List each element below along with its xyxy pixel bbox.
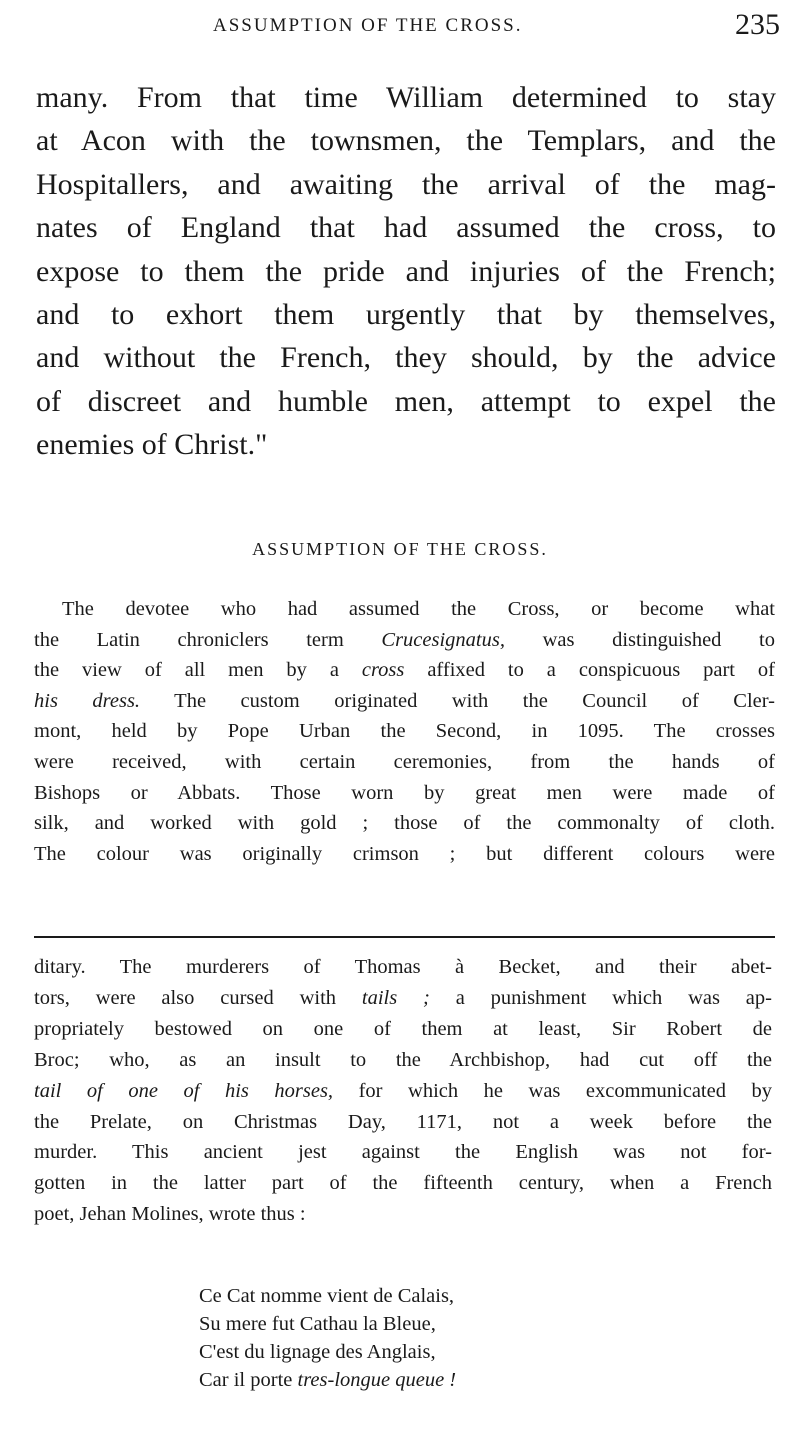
text-line: ditary. The murderers of Thomas à Becket, and their abet- (34, 956, 772, 978)
italic-term: tail of one of his horses, (34, 1079, 334, 1102)
verse-line: Ce Cat nomme vient de Calais, (199, 1285, 455, 1307)
text-line: gotten in the latter part of the fifteenth century, when a French (34, 1172, 772, 1195)
text-line: at Acon with the townsmen, the Templars, and the (36, 124, 776, 158)
text-line: and without the French, they should, by the advice (36, 341, 776, 375)
text-line: many. From that time William determined to stay (36, 81, 776, 114)
page-number: 235 (735, 8, 780, 41)
text-run: tors, were also cursed with (34, 986, 362, 1009)
text-line: the Prelate, on Christmas Day, 1171, not a week before the (34, 1110, 772, 1133)
verse-quotation (199, 1282, 619, 1394)
footnote-paragraph (34, 952, 772, 1230)
text-line: expose to them the pride and injuries of the French; (36, 254, 776, 288)
text-line (34, 625, 775, 656)
text-run: a punishment which was ap- (429, 986, 772, 1009)
text-line (34, 1076, 772, 1107)
italic-term: tres-longue queue ! (297, 1369, 457, 1391)
text-line: enemies of Christ." (36, 428, 268, 462)
text-line: of discreet and humble men, attempt to expel the (36, 384, 776, 418)
text-run: the Latin chroniclers term (34, 628, 382, 651)
running-header (0, 6, 800, 42)
text-line: murder. This ancient jest against the English was not for- (34, 1141, 772, 1164)
text-line (34, 983, 772, 1014)
continuation-paragraph (36, 76, 776, 467)
text-line: nates of England that had assumed the cross, to (36, 211, 776, 245)
text-line: Bishops or Abbats. Those worn by great men were made of (34, 781, 775, 804)
italic-term: tails ; (361, 986, 430, 1009)
text-line: propriately bestowed on one of them at least, Sir Robert de (34, 1017, 772, 1040)
text-line (34, 655, 775, 686)
text-run: affixed to a conspicuous part of (404, 659, 775, 682)
text-line: were received, with certain ceremonies, from the hands of (34, 750, 775, 773)
text-line: silk, and worked with gold ; those of the commonalty of cloth. (34, 812, 775, 835)
verse-line (199, 1366, 619, 1394)
text-run: The custom originated with the Council of Cler- (140, 689, 775, 712)
text-line: Broc; who, as an insult to the Archbishop, had cut off the (34, 1048, 772, 1071)
text-line: The colour was originally crimson ; but different colours were (34, 842, 775, 865)
running-title: ASSUMPTION OF THE CROSS. (213, 15, 523, 36)
section-paragraph (34, 594, 775, 869)
verse-line: C'est du lignage des Anglais, (199, 1341, 436, 1363)
italic-term: Crucesignatus, (381, 628, 505, 651)
text-run: for which he was excommunicated by (333, 1079, 772, 1102)
text-run: was distinguished to (504, 628, 775, 651)
italic-term: cross (361, 659, 405, 682)
section-heading: ASSUMPTION OF THE CROSS. (252, 539, 548, 559)
text-line: poet, Jehan Molines, wrote thus : (34, 1203, 306, 1226)
text-line: The devotee who had assumed the Cross, or become what (62, 598, 775, 620)
text-run: the view of all men by a (34, 659, 362, 682)
verse-line: Su mere fut Cathau la Bleue, (199, 1313, 436, 1335)
footnote-divider (34, 936, 775, 938)
text-run: Car il porte (199, 1369, 298, 1391)
italic-term: his dress. (34, 689, 141, 712)
text-line: Hospitallers, and awaiting the arrival of the mag- (36, 167, 776, 201)
text-line (34, 686, 775, 717)
text-line: mont, held by Pope Urban the Second, in 1095. The crosses (34, 720, 775, 743)
text-line: and to exhort them urgently that by themselves, (36, 298, 776, 332)
